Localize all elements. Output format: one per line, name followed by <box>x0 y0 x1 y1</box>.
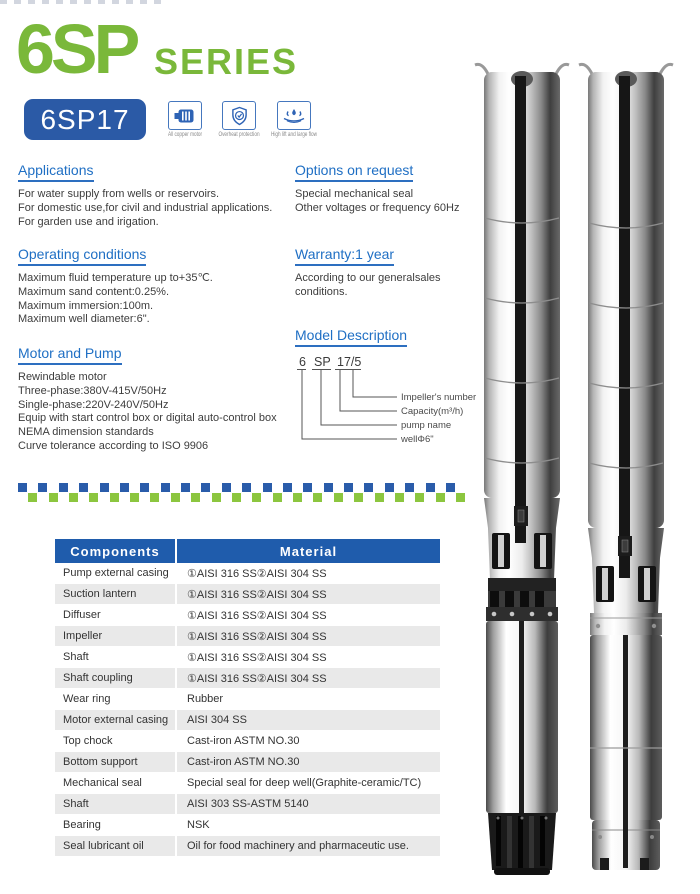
table-row <box>55 752 440 773</box>
pump-band <box>590 613 662 635</box>
pump-cable-stripe <box>619 76 630 530</box>
section-title: Model Description <box>295 327 407 347</box>
pump-cable-guard <box>484 498 560 580</box>
checker-cell <box>201 483 211 503</box>
material-cell: ①AISI 316 SS②AISI 304 SS <box>187 651 327 664</box>
text-line: For water supply from wells or reservoirs. <box>18 188 220 200</box>
pump-cable-stripe <box>515 76 526 500</box>
text-line: Rewindable motor <box>18 371 107 383</box>
checker-square-green <box>28 493 37 502</box>
component-cell: Pump external casing <box>55 563 177 583</box>
checker-square-blue <box>385 483 394 492</box>
material-cell: Cast-iron ASTM NO.30 <box>187 735 300 747</box>
table-row <box>55 584 440 605</box>
component-cell: Shaft <box>55 647 177 667</box>
checker-cell <box>436 483 446 503</box>
checker-cell <box>171 483 181 503</box>
checker-cell <box>38 483 48 503</box>
checker-square-green <box>395 493 404 502</box>
table-header-components: Components <box>55 539 177 563</box>
feature-all-copper-motor <box>167 101 203 138</box>
checker-square-blue <box>38 483 47 492</box>
model-description-diagram <box>295 355 480 450</box>
model-code-capacity: 17/5 <box>337 355 362 369</box>
checker-cell <box>415 483 425 503</box>
checker-square-green <box>110 493 119 502</box>
checker-cell <box>303 483 313 503</box>
checker-square-blue <box>426 483 435 492</box>
checker-cell <box>49 483 59 503</box>
material-cell: ①AISI 316 SS②AISI 304 SS <box>187 588 327 601</box>
model-code-pump: SP <box>314 355 331 369</box>
material-cell: ①AISI 316 SS②AISI 304 SS <box>187 630 327 643</box>
checker-square-blue <box>303 483 312 492</box>
pump-black-coupling <box>486 578 558 621</box>
text-line: Three-phase:380V-415V/50Hz <box>18 384 167 397</box>
checker-cell <box>100 483 110 503</box>
pump-image-left <box>472 58 572 880</box>
series-title: 6SP <box>16 10 137 88</box>
component-cell: Shaft <box>55 794 177 814</box>
checker-square-green <box>212 493 221 502</box>
material-cell: Special seal for deep well(Graphite-ceramic/TC) <box>187 777 422 789</box>
component-cell: Impeller <box>55 626 177 646</box>
section-applications <box>18 162 318 229</box>
table-header-material: Material <box>279 543 338 559</box>
checker-cell <box>181 483 191 503</box>
checker-square-blue <box>242 483 251 492</box>
feature-label: High lift and large flow <box>270 132 318 138</box>
section-title: Options on request <box>295 162 413 182</box>
checker-cell <box>334 483 344 503</box>
component-cell: Motor external casing <box>55 710 177 730</box>
table-header-row <box>55 539 440 563</box>
checker-square-green <box>89 493 98 502</box>
table-row <box>55 647 440 668</box>
material-cell: Rubber <box>187 693 224 705</box>
model-badge: 6SP17 <box>24 99 146 140</box>
checker-square-green <box>232 493 241 502</box>
material-cell: ①AISI 316 SS②AISI 304 SS <box>187 567 327 580</box>
section-model-description <box>295 327 480 450</box>
checker-square-green <box>334 493 343 502</box>
water-flow-icon <box>277 101 311 130</box>
checker-cell <box>375 483 385 503</box>
checker-cell <box>395 483 405 503</box>
section-title: Motor and Pump <box>18 345 122 365</box>
text-line: NEMA dimension standards <box>18 426 154 439</box>
model-label-impeller: Impeller's number <box>401 392 477 403</box>
material-cell: Oil for food machinery and pharmaceutic use. <box>187 840 409 852</box>
component-cell: Top chock <box>55 731 177 751</box>
feature-label: All copper motor <box>167 132 203 138</box>
model-code-well: 6 <box>299 355 306 369</box>
checker-square-blue <box>364 483 373 492</box>
series-subtitle: SERIES <box>154 41 299 82</box>
checker-square-blue <box>120 483 129 492</box>
model-label-pump-name: pump name <box>401 420 452 431</box>
checker-square-green <box>436 493 445 502</box>
text-line: Maximum well diameter:6". <box>18 313 150 326</box>
text-line: Other voltages or frequency 60Hz <box>295 201 460 214</box>
component-cell: Mechanical seal <box>55 773 177 793</box>
component-cell: Diffuser <box>55 605 177 625</box>
pump-base <box>488 813 556 875</box>
checker-square-green <box>49 493 58 502</box>
checker-cell <box>150 483 160 503</box>
component-cell: Shaft coupling <box>55 668 177 688</box>
checker-square-green <box>456 493 465 502</box>
checker-cell <box>79 483 89 503</box>
material-cell: ①AISI 316 SS②AISI 304 SS <box>187 609 327 622</box>
text-line: Maximum sand content:0.25%. <box>18 285 170 298</box>
checker-square-blue <box>140 483 149 492</box>
checker-cell <box>89 483 99 503</box>
checker-cell <box>110 483 120 503</box>
checker-square-green <box>273 493 282 502</box>
components-table-body <box>55 563 440 857</box>
section-options-on-request <box>295 162 475 216</box>
checker-square-blue <box>161 483 170 492</box>
model-label-capacity: Capacity(m³/h) <box>401 406 464 417</box>
feature-label: Overheat protection <box>218 132 260 138</box>
checker-cell <box>161 483 171 503</box>
checker-cell <box>263 483 273 503</box>
checker-cell <box>324 483 334 503</box>
checker-cell <box>59 483 69 503</box>
text-line: Equip with start control box or digital auto-control box <box>18 412 277 425</box>
checker-cell <box>283 483 293 503</box>
section-title: Applications <box>18 162 94 182</box>
table-row <box>55 836 440 857</box>
text-line: For domestic use,for civil and industrial applications. <box>18 201 273 214</box>
model-label-well: wellΦ6" <box>401 434 434 445</box>
section-warranty <box>295 246 475 300</box>
table-row <box>55 815 440 836</box>
section-title: Warranty:1 year <box>295 246 394 266</box>
checker-cell <box>18 483 28 503</box>
material-cell: AISI 303 SS-ASTM 5140 <box>187 798 309 810</box>
text-line: Maximum immersion:100m. <box>18 299 154 312</box>
checker-band <box>18 483 468 503</box>
feature-overheat-protection <box>218 101 260 138</box>
checker-square-blue <box>324 483 333 492</box>
pump-base <box>592 820 660 870</box>
section-operating-conditions <box>18 246 318 327</box>
checker-square-blue <box>405 483 414 492</box>
checker-cell <box>364 483 374 503</box>
checker-cell <box>344 483 354 503</box>
component-cell: Bearing <box>55 815 177 835</box>
checker-square-green <box>313 493 322 502</box>
table-row <box>55 773 440 794</box>
checker-square-green <box>293 493 302 502</box>
checker-square-blue <box>181 483 190 492</box>
table-row <box>55 563 440 584</box>
checker-square-blue <box>446 483 455 492</box>
checker-cell <box>232 483 242 503</box>
table-row <box>55 731 440 752</box>
checker-cell <box>313 483 323 503</box>
checker-cell <box>140 483 150 503</box>
checker-cell <box>252 483 262 503</box>
table-row <box>55 689 440 710</box>
motor-icon <box>168 101 202 130</box>
checker-square-blue <box>100 483 109 492</box>
checker-cell <box>242 483 252 503</box>
table-row <box>55 794 440 815</box>
checker-square-green <box>150 493 159 502</box>
checker-cell <box>446 483 456 503</box>
section-body <box>295 272 475 300</box>
checker-cell <box>456 483 466 503</box>
table-row <box>55 605 440 626</box>
checker-square-blue <box>344 483 353 492</box>
checker-cell <box>405 483 415 503</box>
model-connector-lines <box>302 370 397 439</box>
checker-cell <box>191 483 201 503</box>
pump-motor-seam <box>519 621 524 813</box>
section-body <box>295 188 475 216</box>
checker-cell <box>273 483 283 503</box>
checker-square-blue <box>222 483 231 492</box>
text-line: Single-phase:220V-240V/50Hz <box>18 398 169 411</box>
pump-cable-guard <box>588 528 664 613</box>
checker-square-blue <box>283 483 292 492</box>
checker-square-green <box>354 493 363 502</box>
checker-square-green <box>191 493 200 502</box>
material-cell: ①AISI 316 SS②AISI 304 SS <box>187 672 327 685</box>
material-cell: Cast-iron ASTM NO.30 <box>187 756 300 768</box>
checker-cell <box>222 483 232 503</box>
material-cell: NSK <box>187 819 210 831</box>
checker-cell <box>426 483 436 503</box>
text-line: Curve tolerance according to ISO 9906 <box>18 439 209 452</box>
component-cell: Suction lantern <box>55 584 177 604</box>
checker-cell <box>130 483 140 503</box>
component-cell: Wear ring <box>55 689 177 709</box>
table-row <box>55 668 440 689</box>
checker-square-blue <box>79 483 88 492</box>
checker-cell <box>293 483 303 503</box>
checker-cell <box>120 483 130 503</box>
section-title: Operating conditions <box>18 246 146 266</box>
checker-square-green <box>171 493 180 502</box>
checker-square-green <box>130 493 139 502</box>
text-line: According to our generalsales <box>295 272 441 284</box>
checker-cell <box>354 483 364 503</box>
text-line: For garden use and irigation. <box>18 215 159 228</box>
component-cell: Seal lubricant oil <box>55 836 177 856</box>
table-row <box>55 710 440 731</box>
text-line: Special mechanical seal <box>295 188 414 200</box>
text-line: conditions. <box>295 285 348 298</box>
checker-square-blue <box>18 483 27 492</box>
components-table <box>55 539 440 857</box>
checker-square-blue <box>59 483 68 492</box>
checker-cell <box>28 483 38 503</box>
shield-check-icon <box>222 101 256 130</box>
pump-motor-seam <box>623 635 628 820</box>
checker-square-green <box>415 493 424 502</box>
checker-square-green <box>252 493 261 502</box>
checker-square-green <box>375 493 384 502</box>
feature-high-lift-large-flow <box>270 101 318 138</box>
checker-cell <box>385 483 395 503</box>
section-body <box>18 272 318 327</box>
component-cell: Bottom support <box>55 752 177 772</box>
text-line: Maximum fluid temperature up to+35℃. <box>18 272 213 284</box>
checker-square-blue <box>201 483 210 492</box>
checker-square-green <box>69 493 78 502</box>
table-row <box>55 626 440 647</box>
material-cell: AISI 304 SS <box>187 714 247 726</box>
top-edge-pattern <box>0 0 166 4</box>
section-body <box>18 188 318 229</box>
checker-cell <box>212 483 222 503</box>
pump-image-right <box>576 58 676 880</box>
checker-cell <box>69 483 79 503</box>
checker-square-blue <box>263 483 272 492</box>
